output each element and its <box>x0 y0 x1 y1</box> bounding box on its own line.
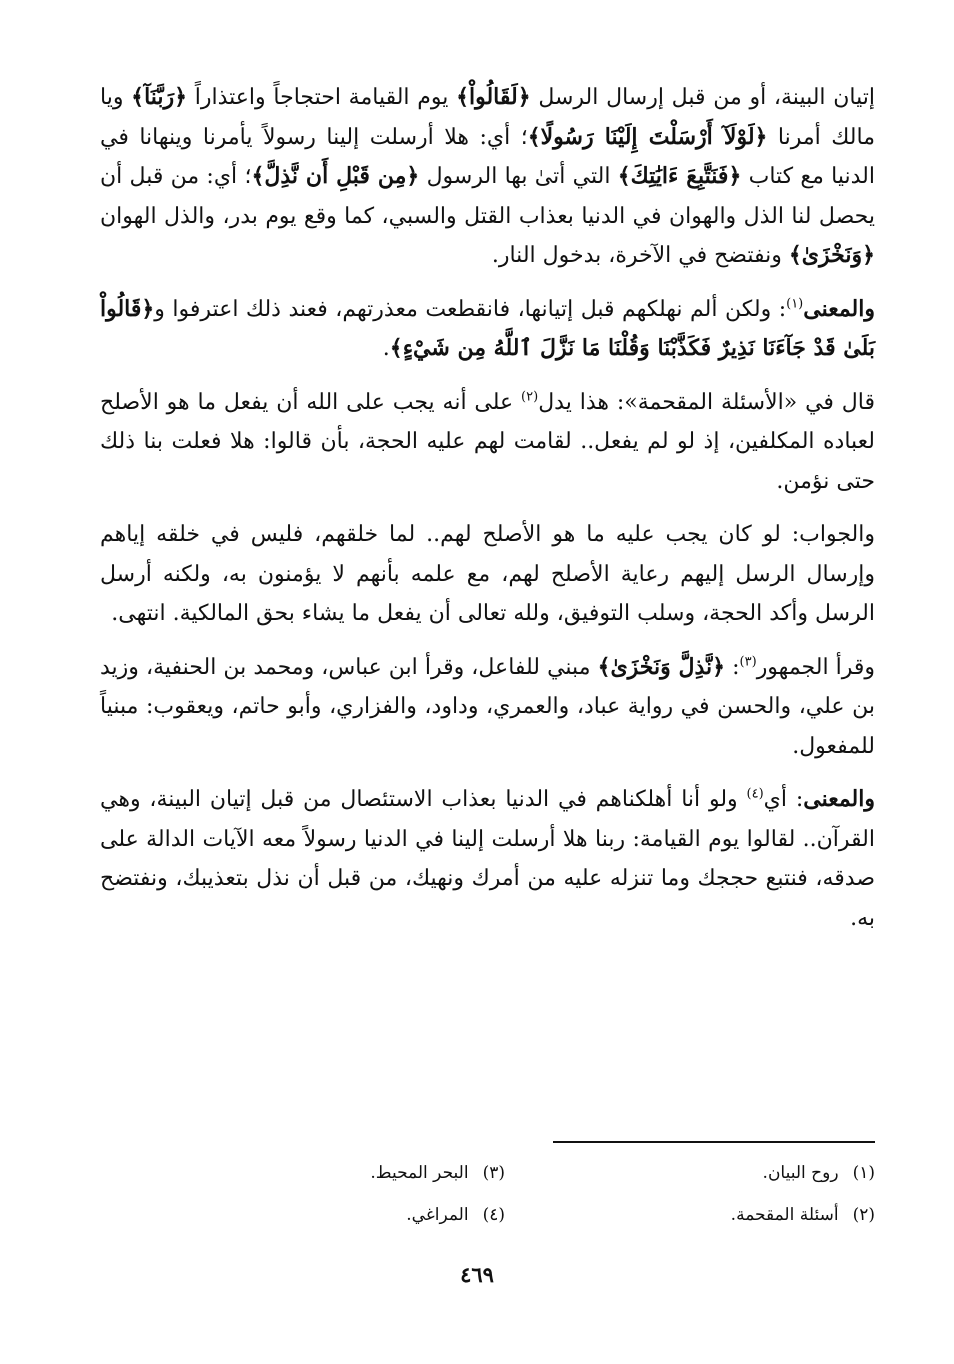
text-segment: ويا مالك أمرنا <box>100 85 875 150</box>
quran-verse: ﴿نَّذِلَّ وَنَخْزَىٰ﴾ <box>597 653 726 680</box>
page-number: ٤٦٩ <box>460 1262 494 1287</box>
text-segment: : <box>725 654 740 680</box>
footnote-text: أسئلة المقحمة. <box>730 1205 839 1225</box>
quran-verse: ﴿فَنَتَّبِعَ ءَايَٰتِكَ﴾ <box>617 163 742 189</box>
text-segment: ؛ أي: هلا أرسلت إلينا رسولاً يأمرنا وينهانا في الدنيا مع كتاب <box>100 124 875 189</box>
meaning-label: والمعنى <box>803 295 875 322</box>
quran-verse: ﴿مِن قَبْلِ أَن نَّذِلَّ﴾ <box>251 163 420 189</box>
footnotes <box>100 1152 875 1236</box>
footnote-text: روح البيان. <box>762 1163 839 1183</box>
text-segment: يوم القيامة احتجاجاً واعتذاراً <box>187 85 457 110</box>
page-body <box>100 78 875 952</box>
meaning-label: والمعنى <box>803 786 875 812</box>
paragraph-5 <box>100 648 875 767</box>
footnote-ref[interactable]: (٣) <box>739 654 757 670</box>
footnote-separator <box>553 1141 875 1143</box>
footnote-item <box>135 1194 505 1236</box>
footnote-ref[interactable]: (٢) <box>521 389 539 405</box>
text-segment: : أي <box>763 787 804 812</box>
footnote-text: المراغي. <box>406 1205 469 1225</box>
footnote-text: البحر المحيط. <box>370 1163 469 1183</box>
quran-verse: ﴿لَوْلَآ أَرْسَلْتَ إِلَيْنَا رَسُولًا﴾ <box>527 123 768 150</box>
footnote-number: (٣) <box>482 1163 505 1183</box>
text-segment: ونفتضح في الآخرة، بدخول النار. <box>491 243 789 268</box>
paragraph-2 <box>100 290 875 369</box>
text-segment: والجواب: لو كان يجب عليه ما هو الأصلح لهم.. لما خلقهم، فليس في خلقه إياهم وإرسال الرسل إليهم رعاية الأصلح لهم، مع علمه بأنهم لا يؤمنون به، ولكنه أرسل الرسل وأكد الحجة، وسلب التوفيق، ولله تعالى أن يفعل ما يشاء بحق المالكية. انتهى. <box>100 522 875 626</box>
paragraph-6 <box>100 780 875 938</box>
text-segment: التي أتىٰ بها الرسول <box>419 164 618 189</box>
quran-verse: ﴿وَنَخْزَىٰ﴾ <box>788 242 875 268</box>
paragraph-1 <box>100 78 875 276</box>
text-segment: : ولكن ألم نهلكهم قبل إتيانها، فانقطعت معذرتهم، فعند ذلك اعترفوا و <box>154 296 787 322</box>
footnote-item <box>135 1152 505 1194</box>
text-segment: . <box>382 336 390 361</box>
text-segment: ؛ أي: من قبل أن يحصل لنا الذل والهوان في الدنيا بعذاب القتل والسبي، كما وقع يوم بدر، والذل الهوان <box>100 164 875 229</box>
paragraph-3 <box>100 383 875 502</box>
text-segment: مبني للفاعل، وقرأ ابن عباس، ومحمد بن الحنفية، وزيد بن علي، والحسن في رواية عباد، والعمري، وداود، والفزاري، وأبو حاتم، ويعقوب: مبنياً للمفعول. <box>100 654 875 759</box>
text-segment: على أنه يجب على الله أن يفعل ما هو الأصلح لعباده المكلفين، إذ لو لم يفعل.. لقامت لهم عليه الحجة، بأن قالوا: هلا فعلت بنا ذلك حتى نؤمن. <box>100 389 875 494</box>
footnote-ref[interactable]: (٤) <box>746 786 764 802</box>
footnote-row <box>100 1152 875 1194</box>
footnote-ref[interactable]: (١) <box>786 296 804 312</box>
text-segment: إتيان البينة، أو من قبل إرسال الرسل <box>530 85 875 110</box>
footnote-number: (١) <box>852 1163 875 1183</box>
footnote-number: (٤) <box>482 1205 505 1225</box>
footnote-item <box>505 1152 875 1194</box>
footnote-number: (٢) <box>852 1205 875 1225</box>
quran-verse: ﴿رَبَّنَآ﴾ <box>131 84 188 110</box>
quran-verse: ﴿لَقَالُواْ﴾ <box>456 84 531 110</box>
footnote-row <box>100 1194 875 1236</box>
quran-verse: ﴿قَالُواْ بَلَىٰ قَدْ جَآءَنَا نَذِيرٌ فَكَذَّبْنَا وَقُلْنَا مَا نَزَّلَ ٱللَّهُ مِن شَيْءٍ﴾ <box>100 295 875 361</box>
text-segment: وقرأ الجمهور <box>756 654 876 680</box>
paragraph-4 <box>100 515 875 634</box>
text-segment: ولو أنا أهلكناهم في الدنيا بعذاب الاستئصال من قبل إتيان البينة، وهي القرآن.. لقالوا يوم القيامة: ربنا هلا أرسلت إلينا في الدنيا رسولاً معه الآيات الدالة على صدقه، فنتبع حججك وما تنزله عليه من أمرك ونهيك، من قبل أن نذل بتعذيبك، ونفتضح به. <box>100 787 875 931</box>
text-segment: قال في «الأسئلة المقحمة»: هذا يدل <box>538 389 875 415</box>
footnote-item <box>505 1194 875 1236</box>
